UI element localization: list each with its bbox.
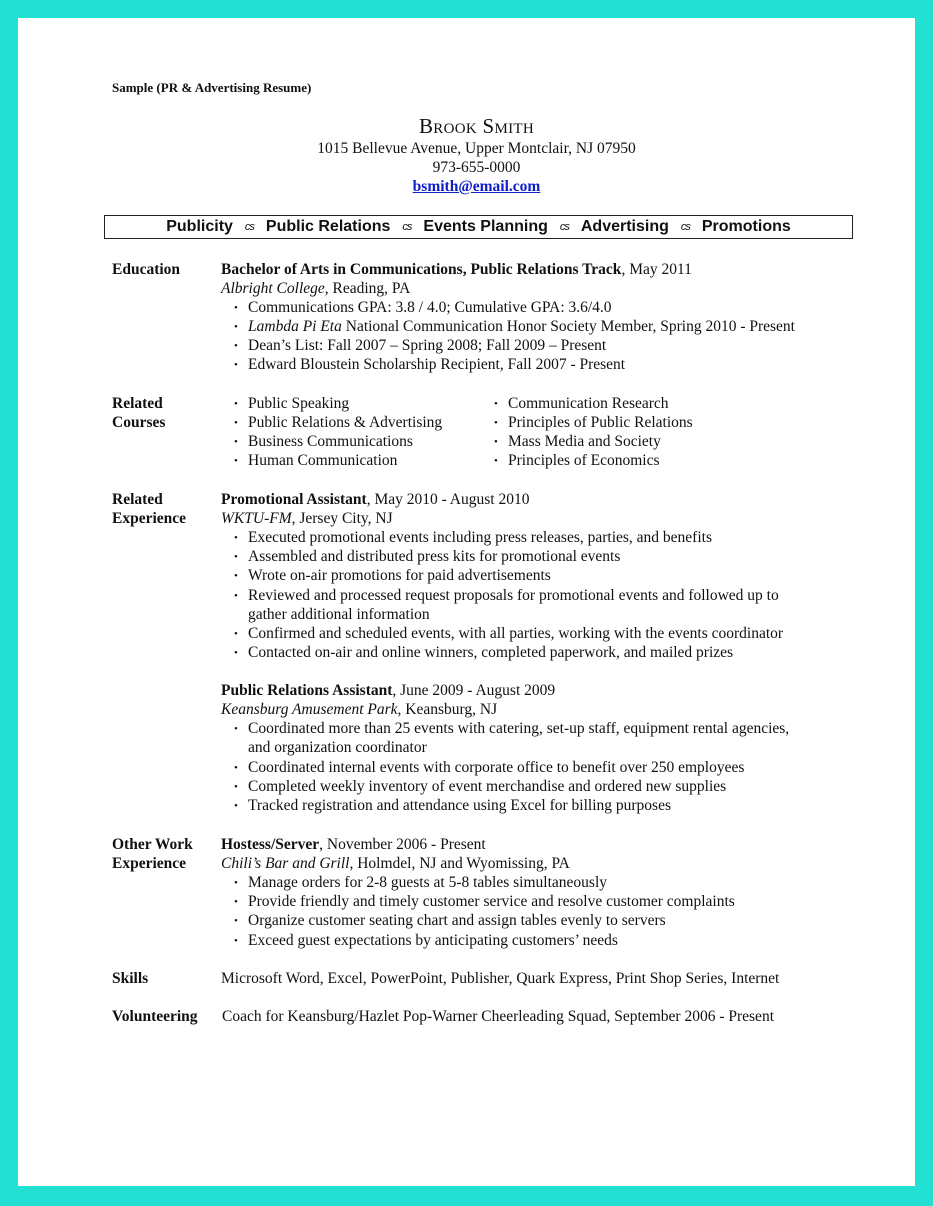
- employer-location: , Holmdel, NJ and Wyomissing, PA: [349, 855, 570, 872]
- phone: 973-655-0000: [432, 159, 521, 176]
- honor-society: Lambda Pi Eta: [248, 318, 342, 335]
- bullet-icon: •: [234, 877, 238, 889]
- employer: WKTU-FM: [221, 510, 292, 527]
- banner-separator-icon: cs: [244, 221, 254, 233]
- banner-item: Advertising: [580, 218, 669, 235]
- job-title: Public Relations Assistant: [221, 682, 393, 699]
- bullet-icon: •: [234, 896, 238, 908]
- degree-date: , May 2011: [621, 261, 692, 278]
- list-item: • Contacted on-air and online winners, completed paperwork, and mailed prizes: [234, 644, 734, 661]
- list-item: • Lambda Pi Eta National Communication Honor Society Member, Spring 2010 - Present: [234, 318, 795, 335]
- list-item: • Public Speaking: [234, 395, 350, 412]
- banner-separator-icon: cs: [559, 221, 569, 233]
- section-label-courses: Related: [112, 395, 163, 412]
- banner-item: Publicity: [166, 218, 233, 235]
- employer-line: [221, 855, 570, 873]
- job-title: Promotional Assistant: [221, 491, 367, 508]
- job-title-line: [221, 491, 529, 509]
- banner-item: Public Relations: [265, 218, 391, 235]
- employer-line: [221, 510, 393, 528]
- bullet-icon: •: [234, 781, 238, 793]
- section-label-courses-2: Courses: [112, 414, 166, 431]
- list-item: • Dean’s List: Fall 2007 – Spring 2008; Fall 2009 – Present: [234, 337, 607, 354]
- list-item: • Organize customer seating chart and assign tables evenly to servers: [234, 912, 666, 929]
- section-label-other-work: Other Work: [112, 836, 193, 853]
- bullet-icon: •: [494, 398, 498, 410]
- bullet-icon: •: [234, 398, 238, 410]
- degree-line: [221, 261, 692, 279]
- list-item-continued: and organization coordinator: [248, 739, 427, 756]
- section-label-other-work-2: Experience: [112, 855, 187, 872]
- bullet-icon: •: [494, 455, 498, 467]
- list-item: • Wrote on-air promotions for paid advertisements: [234, 567, 551, 584]
- candidate-name: Brook Smith: [418, 114, 535, 138]
- job-title-line: [221, 836, 486, 854]
- list-item: • Communications GPA: 3.8 / 4.0; Cumulative GPA: 3.6/4.0: [234, 299, 612, 316]
- list-item: • Principles of Economics: [494, 452, 660, 469]
- job-date: , May 2010 - August 2010: [366, 491, 530, 508]
- bullet-icon: •: [234, 628, 238, 640]
- employer: Chili’s Bar and Grill: [221, 855, 350, 872]
- list-item: • Public Relations & Advertising: [234, 414, 443, 431]
- employer-line: [221, 701, 497, 719]
- job-date: , June 2009 - August 2009: [392, 682, 556, 699]
- bullet-icon: •: [234, 359, 238, 371]
- bullet-icon: •: [234, 935, 238, 947]
- list-item: • Reviewed and processed request proposals for promotional events and followed up to: [234, 587, 779, 604]
- section-label-skills: Skills: [112, 970, 149, 987]
- employer: Keansburg Amusement Park: [221, 701, 398, 718]
- list-item: • Completed weekly inventory of event merchandise and ordered new supplies: [234, 778, 727, 795]
- sample-caption: Sample (PR & Advertising Resume): [112, 80, 312, 95]
- bullet-icon: •: [234, 800, 238, 812]
- address: 1015 Bellevue Avenue, Upper Montclair, NJ 07950: [317, 140, 636, 157]
- section-label-experience-2: Experience: [112, 510, 187, 527]
- job-date: , November 2006 - Present: [319, 836, 486, 853]
- banner-separator-icon: cs: [680, 221, 690, 233]
- bullet-icon: •: [234, 590, 238, 602]
- specialty-banner: [104, 215, 853, 239]
- section-label-experience: Related: [112, 491, 163, 508]
- school-location: , Reading, PA: [324, 280, 411, 297]
- job-title-line: [221, 682, 555, 700]
- resume-page: [18, 18, 915, 1186]
- list-item: • Principles of Public Relations: [494, 414, 693, 431]
- banner-item: Events Planning: [423, 218, 548, 235]
- list-item: • Human Communication: [234, 452, 398, 469]
- list-item: • Communication Research: [494, 395, 669, 412]
- bullet-icon: •: [234, 570, 238, 582]
- list-item-continued: gather additional information: [248, 606, 430, 623]
- list-item: • Mass Media and Society: [494, 433, 661, 450]
- bullet-icon: •: [234, 532, 238, 544]
- list-item: • Assembled and distributed press kits for promotional events: [234, 548, 621, 565]
- list-item: • Provide friendly and timely customer service and resolve customer complaints: [234, 893, 735, 910]
- banner-item: Promotions: [701, 218, 791, 235]
- bullet-icon: •: [234, 321, 238, 333]
- bullet-icon: •: [234, 551, 238, 563]
- job-title: Hostess/Server: [221, 836, 320, 853]
- list-item: • Confirmed and scheduled events, with all parties, working with the events coordinator: [234, 625, 784, 642]
- bullet-icon: •: [234, 417, 238, 429]
- bullet-icon: •: [494, 436, 498, 448]
- list-item: • Exceed guest expectations by anticipating customers’ needs: [234, 932, 618, 949]
- volunteering-text: Coach for Keansburg/Hazlet Pop-Warner Cheerleading Squad, September 2006 - Present: [222, 1008, 774, 1025]
- list-item: • Business Communications: [234, 433, 413, 450]
- list-item: • Coordinated internal events with corporate office to benefit over 250 employees: [234, 759, 745, 776]
- bullet-icon: •: [234, 455, 238, 467]
- bullet-icon: •: [494, 417, 498, 429]
- skills-text: Microsoft Word, Excel, PowerPoint, Publisher, Quark Express, Print Shop Series, Internet: [221, 970, 780, 987]
- bullet-icon: •: [234, 302, 238, 314]
- employer-location: , Keansburg, NJ: [397, 701, 498, 718]
- banner-separator-icon: cs: [402, 221, 412, 233]
- bullet-icon: •: [234, 436, 238, 448]
- bullet-icon: •: [234, 340, 238, 352]
- bullet-icon: •: [234, 915, 238, 927]
- school-line: [221, 280, 410, 298]
- email-link[interactable]: bsmith@email.com: [412, 178, 541, 195]
- bullet-icon: •: [234, 762, 238, 774]
- list-item: • Manage orders for 2-8 guests at 5-8 tables simultaneously: [234, 874, 607, 891]
- list-item: • Coordinated more than 25 events with catering, set-up staff, equipment rental agencies,: [234, 720, 790, 737]
- school: Albright College: [221, 280, 325, 297]
- list-item: • Tracked registration and attendance using Excel for billing purposes: [234, 797, 671, 814]
- list-item: • Edward Bloustein Scholarship Recipient, Fall 2007 - Present: [234, 356, 626, 373]
- employer-location: , Jersey City, NJ: [291, 510, 393, 527]
- bullet-icon: •: [234, 647, 238, 659]
- bullet-icon: •: [234, 723, 238, 735]
- list-item: • Executed promotional events including press releases, parties, and benefits: [234, 529, 712, 546]
- degree: Bachelor of Arts in Communications, Public Relations Track: [221, 261, 622, 278]
- section-label-education: Education: [112, 261, 181, 278]
- section-label-volunteering: Volunteering: [112, 1008, 198, 1025]
